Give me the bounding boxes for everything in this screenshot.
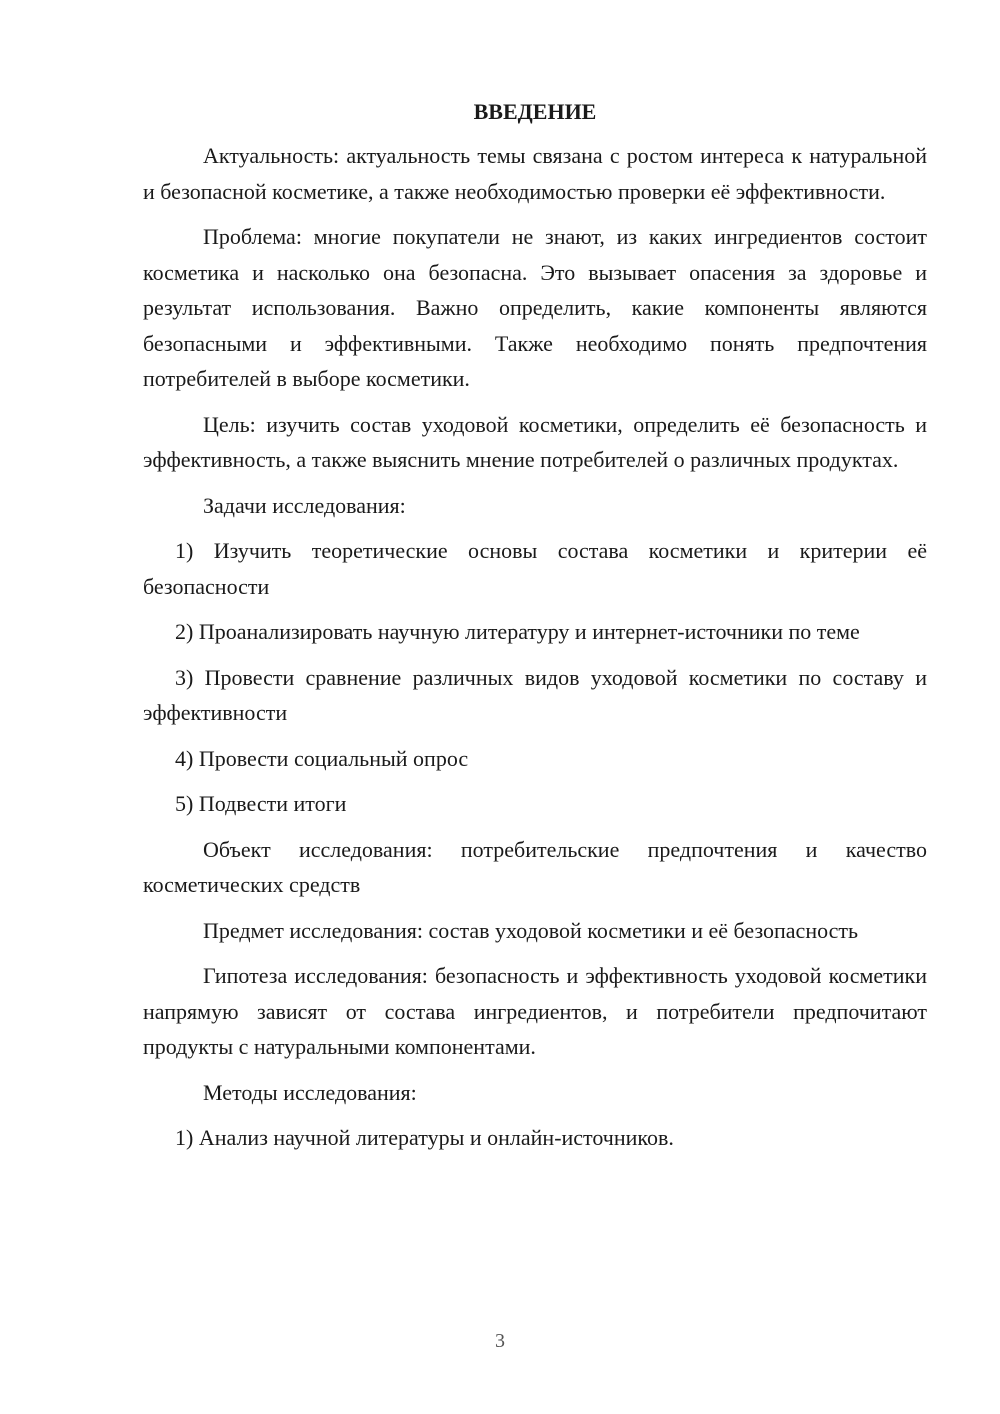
method-item: 1) Анализ научной литературы и онлайн-источников. [175,1125,674,1150]
page-title: ВВЕДЕНИЕ [473,99,597,124]
task-item: 3) Провести сравнение различных видов уходовой косметики по составу и эффективности [143,664,927,725]
tasks-heading: Задачи исследования: [203,492,406,518]
goal-paragraph: Цель: изучить состав уходовой косметики, определить её безопасность и эффективность, а также выяснить мнение потребителей о различных продуктах. [143,411,927,472]
task-item: 5) Подвести итоги [175,791,347,816]
methods-heading: Методы исследования: [203,1079,417,1105]
subject-paragraph: Предмет исследования: состав уходовой косметики и её безопасность [203,917,859,943]
task-item: 2) Проанализировать научную литературу и интернет-источники по теме [175,619,860,644]
problem-paragraph: Проблема: многие покупатели не знают, из каких ингредиентов состоит косметика и насколько она безопасна. Это вызывает опасения за здоровье и результат использования. Важно определить, какие компоненты являются безопасными и эффективными. Также необходимо понять предпочтения потребителей в выборе косметики. [143,224,927,391]
relevance-paragraph: Актуальность: актуальность темы связана с ростом интереса к натуральной и безопасной косметике, а также необходимостью проверки её эффективности. [143,143,927,204]
object-paragraph: Объект исследования: потребительские предпочтения и качество косметических средств [143,836,927,897]
hypothesis-paragraph: Гипотеза исследования: безопасность и эффективность уходовой косметики напрямую зависят от состава ингредиентов, и потребители предпочитают продукты с натуральными компонентами. [143,963,927,1059]
task-item: 4) Провести социальный опрос [175,745,469,771]
task-item: 1) Изучить теоретические основы состава косметики и критерии её безопасности [143,538,927,599]
page-number: 3 [495,1330,505,1352]
document-page [143,96,927,1156]
